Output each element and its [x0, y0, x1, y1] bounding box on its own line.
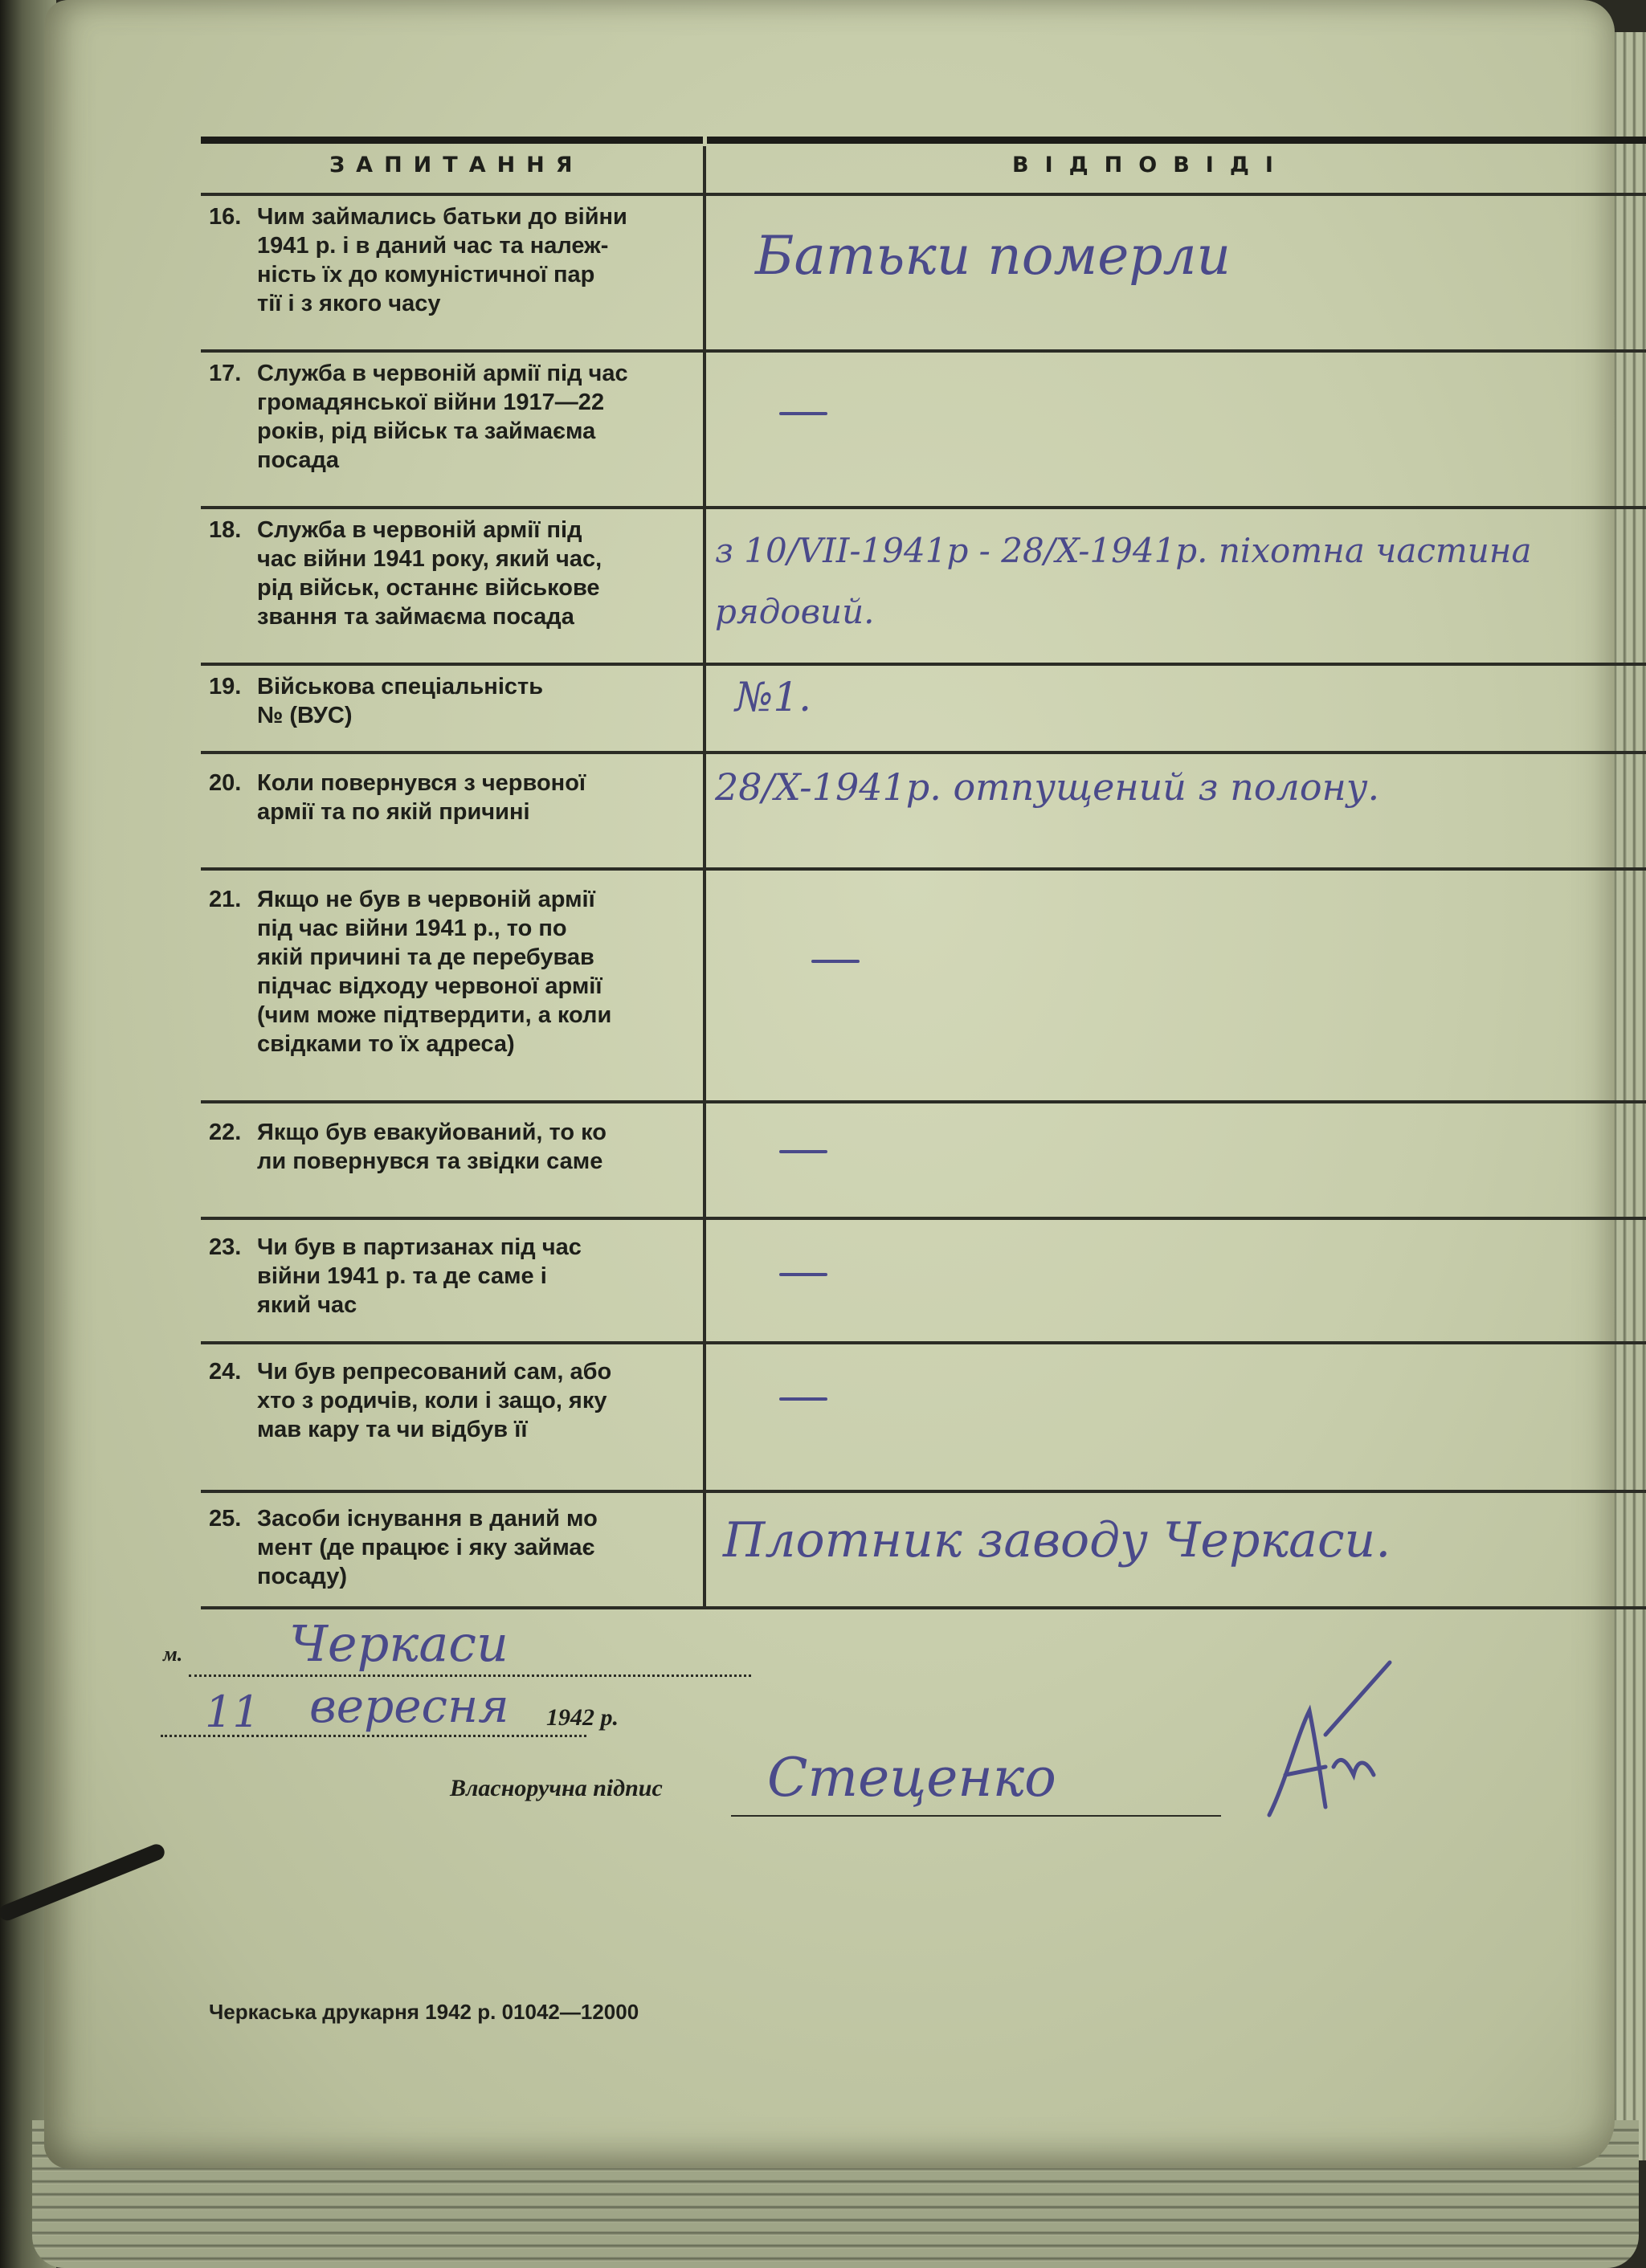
question-number: 17.: [209, 361, 242, 386]
row-rule: [201, 867, 1646, 871]
answers-column-title: ВІДПОВІДІ: [1012, 153, 1289, 177]
answer-handwritten: №1.: [735, 674, 812, 720]
question-number: 25.: [209, 1506, 242, 1532]
answer-dash: [779, 1273, 827, 1276]
header-rule-right: [707, 137, 1646, 144]
question-text: Коли повернувся з червоної армії та по якій причині: [257, 770, 586, 825]
question-number: 24.: [209, 1359, 242, 1385]
city-prefix: м.: [163, 1642, 183, 1666]
document-page: [44, 0, 1615, 2168]
answer-handwritten: Плотник заводу Черкаси.: [723, 1512, 1391, 1568]
row-rule: [201, 193, 1646, 196]
question-text: Засоби існування в даний мо мент (де працює і яку займає посаду): [257, 1506, 598, 1589]
row-rule: [201, 663, 1646, 666]
date-month-handwritten: вересня: [309, 1679, 509, 1733]
answer-dash: [779, 412, 827, 415]
row-rule: [201, 1100, 1646, 1103]
row-rule: [201, 349, 1646, 353]
row-rule: [201, 751, 1646, 754]
question-number: 21.: [209, 887, 242, 912]
city-dotted-line: [189, 1674, 751, 1677]
signature-line: [731, 1815, 1221, 1817]
row-rule: [201, 1606, 1646, 1609]
answer-dash: [779, 1397, 827, 1401]
row-rule: [201, 1217, 1646, 1220]
question-text: Служба в червоній армії під час громадянської війни 1917—22 років, рід військ та займаєма посада: [257, 361, 628, 473]
question-number: 23.: [209, 1234, 242, 1260]
signature-mark-icon: [1253, 1646, 1398, 1831]
answer-handwritten: 28/X-1941р. отпущений з полону.: [715, 765, 1380, 809]
question-text: Якщо був евакуйований, то ко ли повернувся та звідки саме: [257, 1120, 607, 1174]
question-number: 22.: [209, 1120, 242, 1145]
header-rule-left: [201, 137, 703, 144]
question-number: 19.: [209, 674, 242, 700]
question-number: 18.: [209, 517, 242, 543]
answer-dash: [811, 960, 860, 963]
printer-imprint: Черкаська друкарня 1942 р. 01042—12000: [209, 2000, 639, 2024]
signature-label: Власноручна підпис: [450, 1775, 663, 1801]
signature-handwritten: Стеценко: [767, 1747, 1056, 1809]
answer-handwritten: Батьки померли: [755, 225, 1231, 287]
question-number: 20.: [209, 770, 242, 796]
answer-handwritten: з 10/VII-1941р - 28/X-1941р. піхотна частина рядовий.: [715, 531, 1532, 631]
row-rule: [201, 1341, 1646, 1344]
question-text: Чим займались батьки до війни 1941 р. і в даний час та належ- ність їх до комуністичної пар тії і з якого часу: [257, 204, 627, 316]
question-text: Служба в червоній армії під час війни 1941 року, який час, рід військ, останнє військове звання та займаєма посада: [257, 517, 602, 630]
question-text: Чи був репресований сам, або хто з родичів, коли і защо, яку мав кару та чи відбув її: [257, 1359, 612, 1442]
answer-dash: [779, 1150, 827, 1153]
date-dotted-line: [161, 1735, 586, 1737]
city-handwritten: Черкаси: [289, 1614, 509, 1673]
row-rule: [201, 506, 1646, 509]
questions-column-title: ЗАПИТАННЯ: [329, 153, 584, 177]
date-day-handwritten: 11: [205, 1687, 260, 1737]
question-text: Якщо не був в червоній армії під час війни 1941 р., то по якій причині та де перебував підчас відходу червоної армії (чим може підтвердити, а коли свідками то їх адреса): [257, 887, 612, 1057]
question-number: 16.: [209, 204, 242, 230]
date-year: 1942 р.: [546, 1704, 619, 1731]
question-text: Чи був в партизанах під час війни 1941 р. та де саме і який час: [257, 1234, 582, 1318]
question-text: Військова спеціальність № (ВУС): [257, 674, 544, 728]
row-rule: [201, 1490, 1646, 1493]
column-divider: [703, 146, 706, 1608]
